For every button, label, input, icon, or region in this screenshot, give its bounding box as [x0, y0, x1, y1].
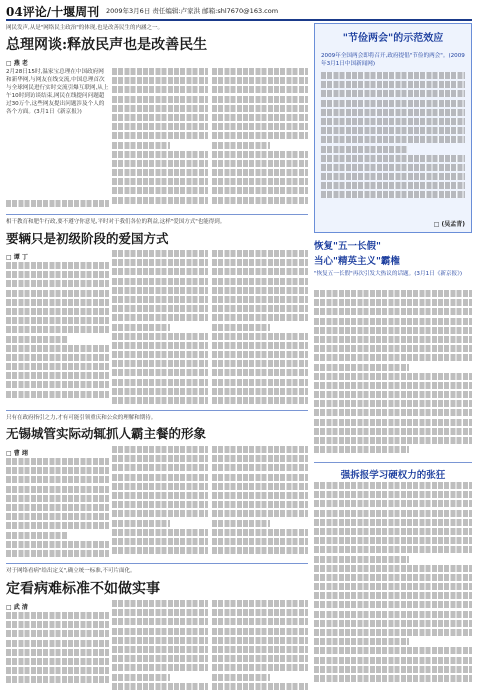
- sidebar-article-2: [314, 238, 472, 278]
- body-text-line: [6, 658, 109, 665]
- body-text-line: [212, 268, 308, 275]
- body-text-line: [212, 324, 270, 331]
- body-text-line: [321, 127, 465, 134]
- body-text-line: [212, 360, 308, 367]
- body-text-line: [112, 96, 208, 103]
- body-text-line: [6, 345, 109, 352]
- body-text-line: [6, 458, 109, 465]
- body-text-line: [6, 649, 109, 656]
- article-4-column-3: [212, 600, 308, 692]
- article-3-author: □ 曹 翊: [6, 448, 28, 457]
- body-text-line: [6, 513, 109, 520]
- body-text-line: [112, 77, 208, 84]
- body-text-line: [112, 474, 208, 481]
- article-2-column-3: [212, 250, 308, 407]
- body-text-line: [212, 351, 308, 358]
- body-text-line: [314, 565, 472, 572]
- body-text-line: [112, 664, 208, 671]
- body-text-line: [6, 467, 109, 474]
- article-4-kicker: 对于网络看病"给出定义",确立统一标准,不可片面化。: [6, 568, 136, 574]
- body-text-line: [112, 169, 208, 176]
- body-text-line: [212, 655, 308, 662]
- body-text-line: [112, 360, 208, 367]
- article-2-kicker: 相干教育和肥牛行政,要不遵守你意见,平时对于我们各位的利益,这样"爱国方式"也能得到。: [6, 219, 226, 225]
- article-3-column-2: [112, 446, 208, 560]
- body-text-line: [314, 647, 472, 654]
- body-text-line: [112, 600, 208, 607]
- body-text-line: [314, 290, 472, 297]
- body-text-line: [321, 90, 465, 97]
- article-3-column-3: [212, 446, 308, 560]
- body-text-line: [212, 160, 308, 167]
- body-text-line: [212, 114, 308, 121]
- body-text-line: [314, 382, 472, 389]
- article-2-column-2: [112, 250, 208, 407]
- body-text-line: [6, 200, 109, 207]
- body-text-line: [212, 169, 308, 176]
- body-text-line: [112, 464, 208, 471]
- body-text-line: [212, 637, 308, 644]
- body-text-line: [314, 500, 472, 507]
- body-text-line: [6, 354, 109, 361]
- body-text-line: [212, 259, 308, 266]
- body-text-line: [314, 308, 472, 315]
- body-text-line: [112, 296, 208, 303]
- body-text-line: [314, 364, 409, 371]
- article-2-column-1: [6, 262, 109, 407]
- body-text-line: [212, 483, 308, 490]
- body-text-line: [112, 388, 208, 395]
- body-text-line: [112, 379, 208, 386]
- body-text-line: [212, 77, 308, 84]
- article-4-author: □ 武 清: [6, 602, 28, 611]
- body-text-line: [314, 592, 472, 599]
- body-text-line: [212, 287, 308, 294]
- body-text-line: [314, 345, 472, 352]
- body-text-line: [314, 629, 472, 636]
- body-text-line: [6, 381, 109, 388]
- article-3-column-1: [6, 458, 109, 560]
- body-text-line: [212, 178, 308, 185]
- body-text-line: [112, 483, 208, 490]
- article-1-abstract: 2月28日15时,温家宝总理在中国政府网和新华网,与网友在线交流,中国总理首次与全球网民进行实时交流引爆互联网,从上午10时到访谈结束,网民在线提问问题超过30万个,这些网友提出问题涉及个人的各个方面。(3月1日《新京报》): [6, 69, 109, 115]
- body-text-line: [321, 182, 465, 189]
- body-text-line: [212, 388, 308, 395]
- body-text-line: [321, 164, 465, 171]
- body-text-line: [112, 105, 208, 112]
- body-text-line: [212, 455, 308, 462]
- body-text-line: [112, 142, 170, 149]
- page-section-label: 04评论/十堰周刊: [6, 5, 100, 19]
- article-3-title: 无锡城管实际动辄抓人霸主餐的形象: [6, 426, 207, 441]
- body-text-line: [212, 132, 308, 139]
- body-text-line: [112, 609, 208, 616]
- body-text-line: [112, 529, 208, 536]
- body-text-line: [212, 474, 308, 481]
- section-divider: [6, 410, 308, 411]
- sidebar-box-title: "节俭两会"的示范效应: [342, 33, 444, 44]
- body-text-line: [212, 501, 308, 508]
- body-text-line: [314, 336, 472, 343]
- body-text-line: [112, 618, 208, 625]
- body-text-line: [212, 664, 308, 671]
- body-text-line: [321, 81, 465, 88]
- sidebar-divider: [314, 462, 472, 463]
- body-text-line: [212, 187, 308, 194]
- article-4-column-2: [112, 600, 208, 692]
- body-text-line: [6, 486, 109, 493]
- article-1-column-2: [112, 68, 208, 208]
- body-text-line: [314, 437, 472, 444]
- body-text-line: [6, 621, 109, 628]
- body-text-line: [6, 667, 109, 674]
- body-text-line: [212, 646, 308, 653]
- body-text-line: [112, 397, 208, 404]
- sidebar-article-2-body: [314, 290, 472, 458]
- body-text-line: [314, 601, 472, 608]
- body-text-line: [112, 501, 208, 508]
- article-1-author: □ 燕 老: [6, 58, 28, 67]
- body-text-line: [321, 173, 465, 180]
- body-text-line: [321, 118, 465, 125]
- body-text-line: [112, 314, 208, 321]
- body-text-line: [112, 342, 208, 349]
- body-text-line: [212, 278, 308, 285]
- body-text-line: [112, 86, 208, 93]
- article-4-column-1: [6, 612, 109, 692]
- body-text-line: [6, 262, 109, 269]
- body-text-line: [212, 123, 308, 130]
- body-text-line: [112, 637, 208, 644]
- body-text-line: [212, 305, 308, 312]
- body-text-line: [314, 583, 472, 590]
- sidebar-article-2-title-2: 当心"精英主义"霸権: [314, 256, 400, 267]
- body-text-line: [314, 675, 472, 682]
- body-text-line: [314, 409, 472, 416]
- body-text-line: [321, 72, 465, 79]
- body-text-line: [6, 612, 109, 619]
- body-text-line: [314, 556, 409, 563]
- article-2-author: □ 谭 丁: [6, 252, 28, 261]
- body-text-line: [112, 250, 208, 257]
- body-text-line: [212, 86, 308, 93]
- body-text-line: [112, 455, 208, 462]
- body-text-line: [112, 674, 170, 681]
- body-text-line: [212, 369, 308, 376]
- body-text-line: [314, 528, 472, 535]
- sidebar-box-body: [321, 72, 465, 204]
- body-text-line: [212, 520, 270, 527]
- body-text-line: [112, 287, 208, 294]
- body-text-line: [212, 628, 308, 635]
- body-text-line: [314, 638, 409, 645]
- body-text-line: [212, 510, 308, 517]
- body-text-line: [321, 155, 465, 162]
- body-text-line: [6, 280, 109, 287]
- body-text-line: [212, 314, 308, 321]
- body-text-line: [212, 446, 308, 453]
- body-text-line: [112, 446, 208, 453]
- article-1-title: 总理网谈:释放民声也是改善民生: [6, 37, 208, 53]
- body-text-line: [6, 640, 109, 647]
- body-text-line: [112, 324, 170, 331]
- body-text-line: [212, 142, 270, 149]
- body-text-line: [6, 326, 109, 333]
- body-text-line: [314, 446, 409, 453]
- body-text-line: [112, 278, 208, 285]
- body-text-line: [6, 308, 109, 315]
- sidebar-article-2-title-1: 恢复"五一长假": [314, 241, 381, 252]
- body-text-line: [112, 628, 208, 635]
- body-text-line: [212, 68, 308, 75]
- section-divider: [6, 214, 308, 215]
- sidebar-article-3-title: 强拆报学习硬权力的张狂: [340, 470, 446, 481]
- body-text-line: [321, 109, 465, 116]
- article-4-title: 定看病难标准不如做实事: [6, 581, 160, 597]
- body-text-line: [212, 529, 308, 536]
- body-text-line: [6, 476, 109, 483]
- body-text-line: [6, 532, 68, 539]
- body-text-line: [212, 342, 308, 349]
- masthead-rule: [6, 19, 472, 21]
- body-text-line: [112, 510, 208, 517]
- body-text-line: [314, 419, 472, 426]
- body-text-line: [112, 351, 208, 358]
- body-text-line: [212, 683, 308, 690]
- body-text-line: [212, 397, 308, 404]
- body-text-line: [314, 491, 472, 498]
- body-text-line: [112, 646, 208, 653]
- body-text-line: [6, 299, 109, 306]
- body-text-line: [212, 379, 308, 386]
- body-text-line: [6, 504, 109, 511]
- sidebar-box: [314, 23, 472, 233]
- body-text-line: [212, 538, 308, 545]
- body-text-line: [314, 620, 472, 627]
- body-text-line: [321, 191, 465, 198]
- body-text-line: [6, 336, 68, 343]
- body-text-line: [6, 391, 109, 398]
- body-text-line: [321, 146, 407, 153]
- sidebar-article-2-intro: "恢复五一长假"再次引发大热议的话题。(3月1日《新京报》): [314, 271, 463, 277]
- body-text-line: [212, 296, 308, 303]
- body-text-line: [314, 482, 472, 489]
- body-text-line: [112, 520, 170, 527]
- body-text-line: [321, 136, 465, 143]
- masthead: [6, 3, 472, 19]
- body-text-line: [112, 369, 208, 376]
- article-3-kicker: 只有在政府指引之力,才有可能引领重庆和公众的理解和期待。: [6, 415, 157, 421]
- body-text-line: [212, 492, 308, 499]
- body-text-line: [314, 373, 472, 380]
- body-text-line: [314, 546, 472, 553]
- body-text-line: [112, 268, 208, 275]
- body-text-line: [112, 114, 208, 121]
- body-text-line: [112, 151, 208, 158]
- body-text-line: [314, 519, 472, 526]
- body-text-line: [314, 391, 472, 398]
- body-text-line: [112, 683, 208, 690]
- body-text-line: [112, 333, 208, 340]
- body-text-line: [212, 96, 308, 103]
- body-text-line: [6, 363, 109, 370]
- body-text-line: [314, 574, 472, 581]
- body-text-line: [314, 537, 472, 544]
- body-text-line: [112, 132, 208, 139]
- body-text-line: [112, 259, 208, 266]
- body-text-line: [314, 327, 472, 334]
- body-text-line: [314, 510, 472, 517]
- body-text-line: [314, 400, 472, 407]
- body-text-line: [6, 522, 109, 529]
- body-text-line: [212, 600, 308, 607]
- masthead-info: 2009年3月6日 责任编辑:卢家洪 邮箱:shl7670@163.com: [106, 7, 279, 15]
- body-text-line: [212, 464, 308, 471]
- body-text-line: [212, 618, 308, 625]
- body-text-line: [112, 123, 208, 130]
- article-1-column-1-tail: [6, 200, 109, 208]
- body-text-line: [212, 105, 308, 112]
- body-text-line: [6, 541, 109, 548]
- body-text-line: [212, 547, 308, 554]
- body-text-line: [314, 354, 472, 361]
- sidebar-box-author: □ (吴孟青): [434, 219, 465, 228]
- body-text-line: [112, 305, 208, 312]
- article-2-title: 要辆只是初级阶段的爱国方式: [6, 231, 169, 246]
- article-1-kicker: 网民发声,从是"网络民主政治"的体现,也是改善民生的内涵之一。: [6, 25, 164, 31]
- body-text-line: [212, 609, 308, 616]
- body-text-line: [6, 676, 109, 683]
- body-text-line: [112, 547, 208, 554]
- body-text-line: [212, 250, 308, 257]
- body-text-line: [212, 333, 308, 340]
- body-text-line: [314, 666, 472, 673]
- body-text-line: [112, 187, 208, 194]
- body-text-line: [112, 68, 208, 75]
- body-text-line: [314, 428, 472, 435]
- body-text-line: [212, 151, 308, 158]
- body-text-line: [6, 550, 109, 557]
- body-text-line: [112, 197, 208, 204]
- body-text-line: [6, 630, 109, 637]
- body-text-line: [212, 197, 308, 204]
- body-text-line: [321, 100, 465, 107]
- body-text-line: [112, 538, 208, 545]
- body-text-line: [314, 611, 472, 618]
- body-text-line: [112, 492, 208, 499]
- body-text-line: [314, 657, 472, 664]
- body-text-line: [6, 290, 109, 297]
- body-text-line: [6, 495, 109, 502]
- body-text-line: [212, 674, 270, 681]
- sidebar-box-intro: 2009年全国两会即将召开,政府提倡"节俭的两会"。(2009年3月1日中国新闻网): [321, 53, 465, 67]
- sidebar-article-3-body: [314, 482, 472, 692]
- section-divider: [6, 563, 308, 564]
- body-text-line: [112, 160, 208, 167]
- article-1-column-3: [212, 68, 308, 208]
- body-text-line: [112, 655, 208, 662]
- body-text-line: [6, 317, 109, 324]
- body-text-line: [112, 178, 208, 185]
- body-text-line: [314, 299, 472, 306]
- body-text-line: [6, 372, 109, 379]
- body-text-line: [6, 271, 109, 278]
- body-text-line: [314, 318, 472, 325]
